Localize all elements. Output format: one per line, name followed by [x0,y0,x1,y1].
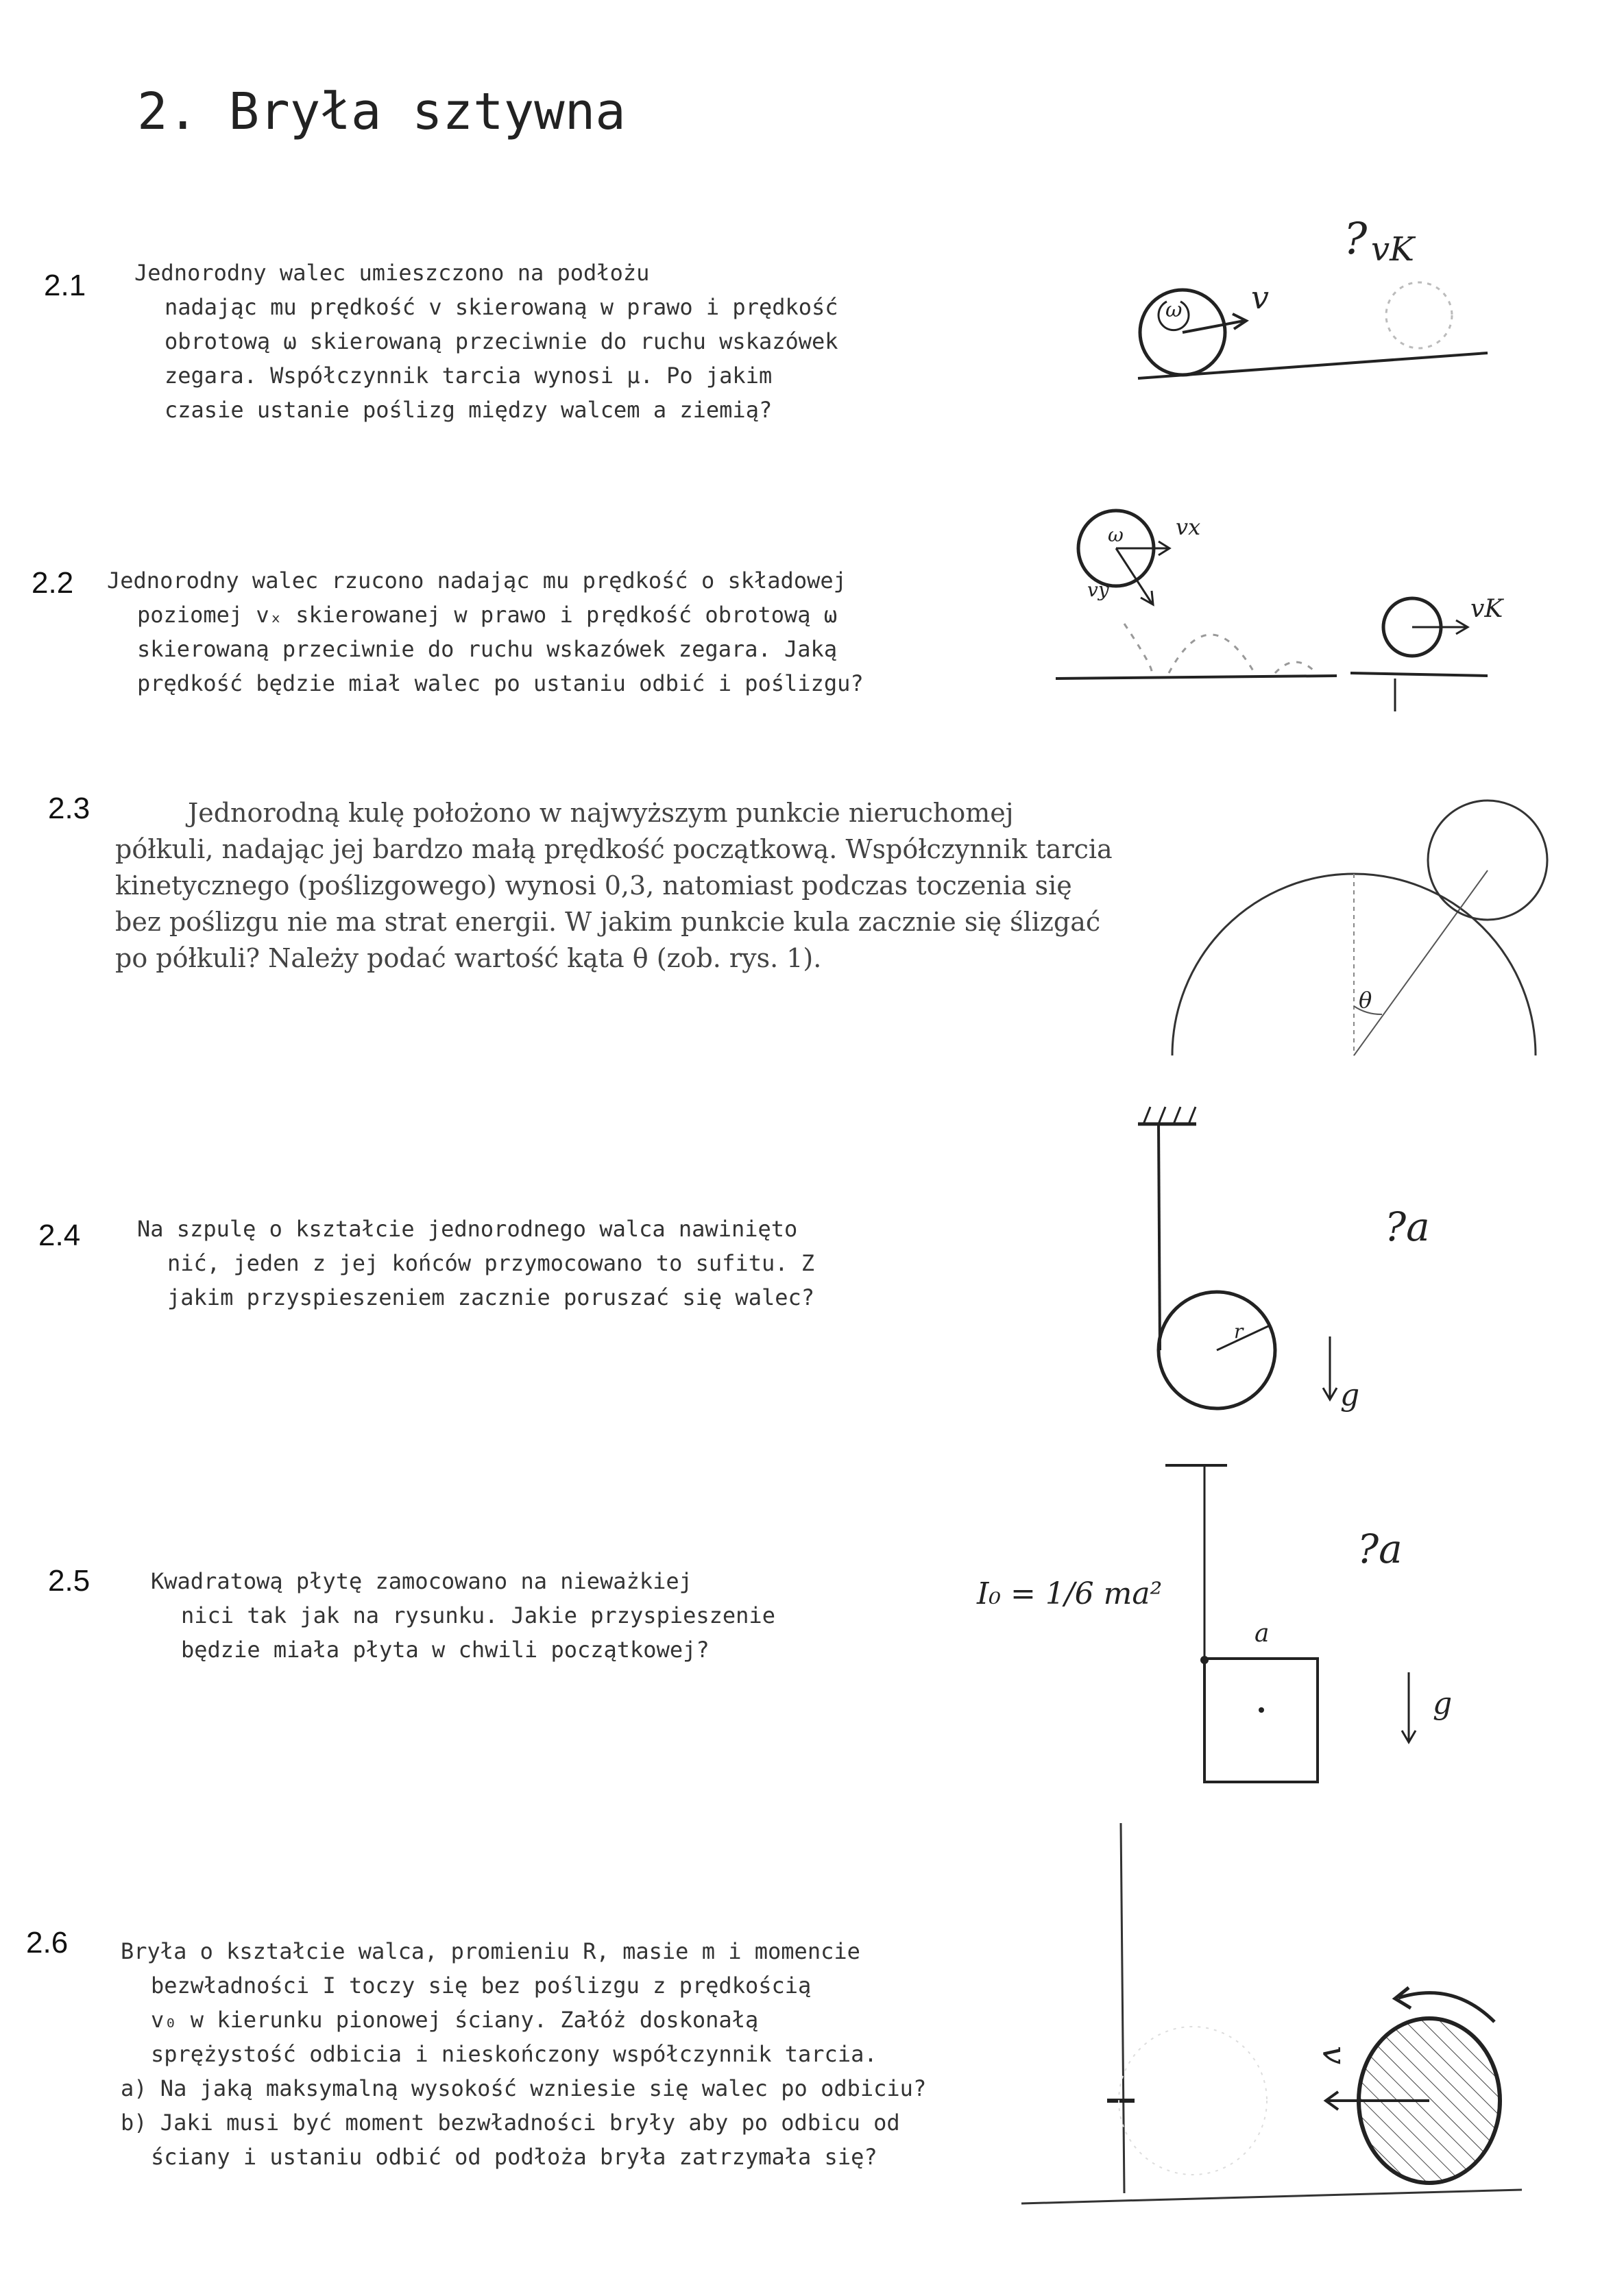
omega-label: ω [1108,524,1124,546]
problem-line: Kwadratową płytę zamocowano na nieważkiej [151,1568,692,1594]
question-mark: ? [1344,214,1368,265]
v-label: v [1315,2046,1353,2065]
problem-line: zegara. Współczynnik tarcia wynosi μ. Po jakim [165,363,773,389]
page-title: 2. Bryła sztywna [137,82,626,141]
problem-line: Bryła o kształcie walca, promieniu R, masie m i momencie [121,1938,860,1964]
problem-line: bezwładności I toczy się bez poślizgu z prędkością [151,1973,812,1999]
problem-text [137,1212,814,1315]
problem-line: obrotową ω skierowaną przeciwnie do ruchu wskazówek [165,328,838,354]
problem-text [115,795,1113,977]
problem-line: prędkość będzie miał walec po ustaniu odbić i poślizgu? [137,670,864,696]
problem-line: bez poślizgu nie ma strat energii. W jakim punkcie kula zacznie się ślizgać [115,907,1101,937]
theta-label: θ [1359,987,1372,1013]
problem-text [134,256,838,427]
problem-line: b) Jaki musi być moment bezwładności bryły aby po odbicu od [121,2110,900,2136]
figure-square-plate [960,1446,1522,1803]
vx-label: vx [1176,514,1201,540]
problem-line: skierowaną przeciwnie do ruchu wskazówek zegara. Jaką [137,636,838,662]
omega-label: ω [1165,298,1183,322]
problem-line: będzie miała płyta w chwili początkowej? [181,1637,710,1663]
problem-line: nić, jeden z jej końców przymocowano to sufitu. Z [167,1250,815,1276]
problem-line: czasie ustanie poślizg między walcem a ziemią? [165,397,773,423]
problem-line: Jednorodny walec umieszczono na podłożu [134,260,650,286]
problem-text [151,1564,775,1667]
problem-line: a) Na jaką maksymalną wysokość wzniesie się walec po odbiciu? [121,2075,927,2101]
vk-label: vK [1371,230,1414,269]
figure-thrown-cylinder [1049,493,1542,720]
problem-line: półkuli, nadając jej bardzo małą prędkość początkową. Współczynnik tarcia [115,834,1113,864]
problem-line: Jednorodną kulę położono w najwyższym punkcie nieruchomej [188,798,1014,828]
problem-text [107,563,864,700]
side-a-label: a [1255,1620,1270,1648]
problem-line: ściany i ustaniu odbić od podłoża bryła zatrzymała się? [151,2144,877,2170]
vy-label: vy [1087,578,1109,601]
figure-spool [1111,1090,1536,1432]
problem-line: po półkuli? Należy podać wartość kąta θ (zob. rys. 1). [115,943,822,973]
problem-line: kinetycznego (poślizgowego) wynosi 0,3, natomiast podczas toczenia się [115,870,1072,901]
g-label: g [1433,1686,1453,1721]
problem-number: 2.4 [38,1219,81,1252]
problem-line: Na szpulę o kształcie jednorodnego walca nawinięto [137,1216,798,1242]
figure-wall-bounce [1015,1823,1536,2214]
problem-line: nadając mu prędkość v skierowaną w prawo i prędkość [165,294,838,320]
problem-line: nici tak jak na rysunku. Jakie przyspieszenie [181,1602,775,1628]
problem-line: sprężystość odbicia i nieskończony współczynnik tarcia. [151,2041,877,2067]
question-a: ?a [1385,1204,1430,1250]
problem-number: 2.6 [26,1926,69,1959]
figure-hemisphere [1152,781,1563,1069]
problem-number: 2.1 [44,269,86,302]
problem-line: jakim przyspieszeniem zacznie poruszać się walec? [167,1284,815,1310]
problem-line: poziomej vₓ skierowanej w prawo i prędkość obrotową ω [137,602,838,628]
problem-number: 2.3 [48,792,90,825]
problem-number: 2.2 [32,566,74,600]
vk-label: vK [1470,595,1503,623]
figure-rolling-cylinder [1097,199,1508,404]
g-label: g [1340,1378,1360,1413]
problem-line: v₀ w kierunku pionowej ściany. Załóż doskonałą [151,2007,759,2033]
v-label: v [1251,279,1269,316]
problem-line: Jednorodny walec rzucono nadając mu prędkość o składowej [107,567,847,594]
problem-number: 2.5 [48,1564,90,1598]
problem-text [121,1934,926,2174]
inertia-label: I₀ = 1/6 ma² [977,1576,1163,1611]
question-a: ?a [1357,1526,1403,1572]
radius-label: r [1234,1320,1244,1343]
